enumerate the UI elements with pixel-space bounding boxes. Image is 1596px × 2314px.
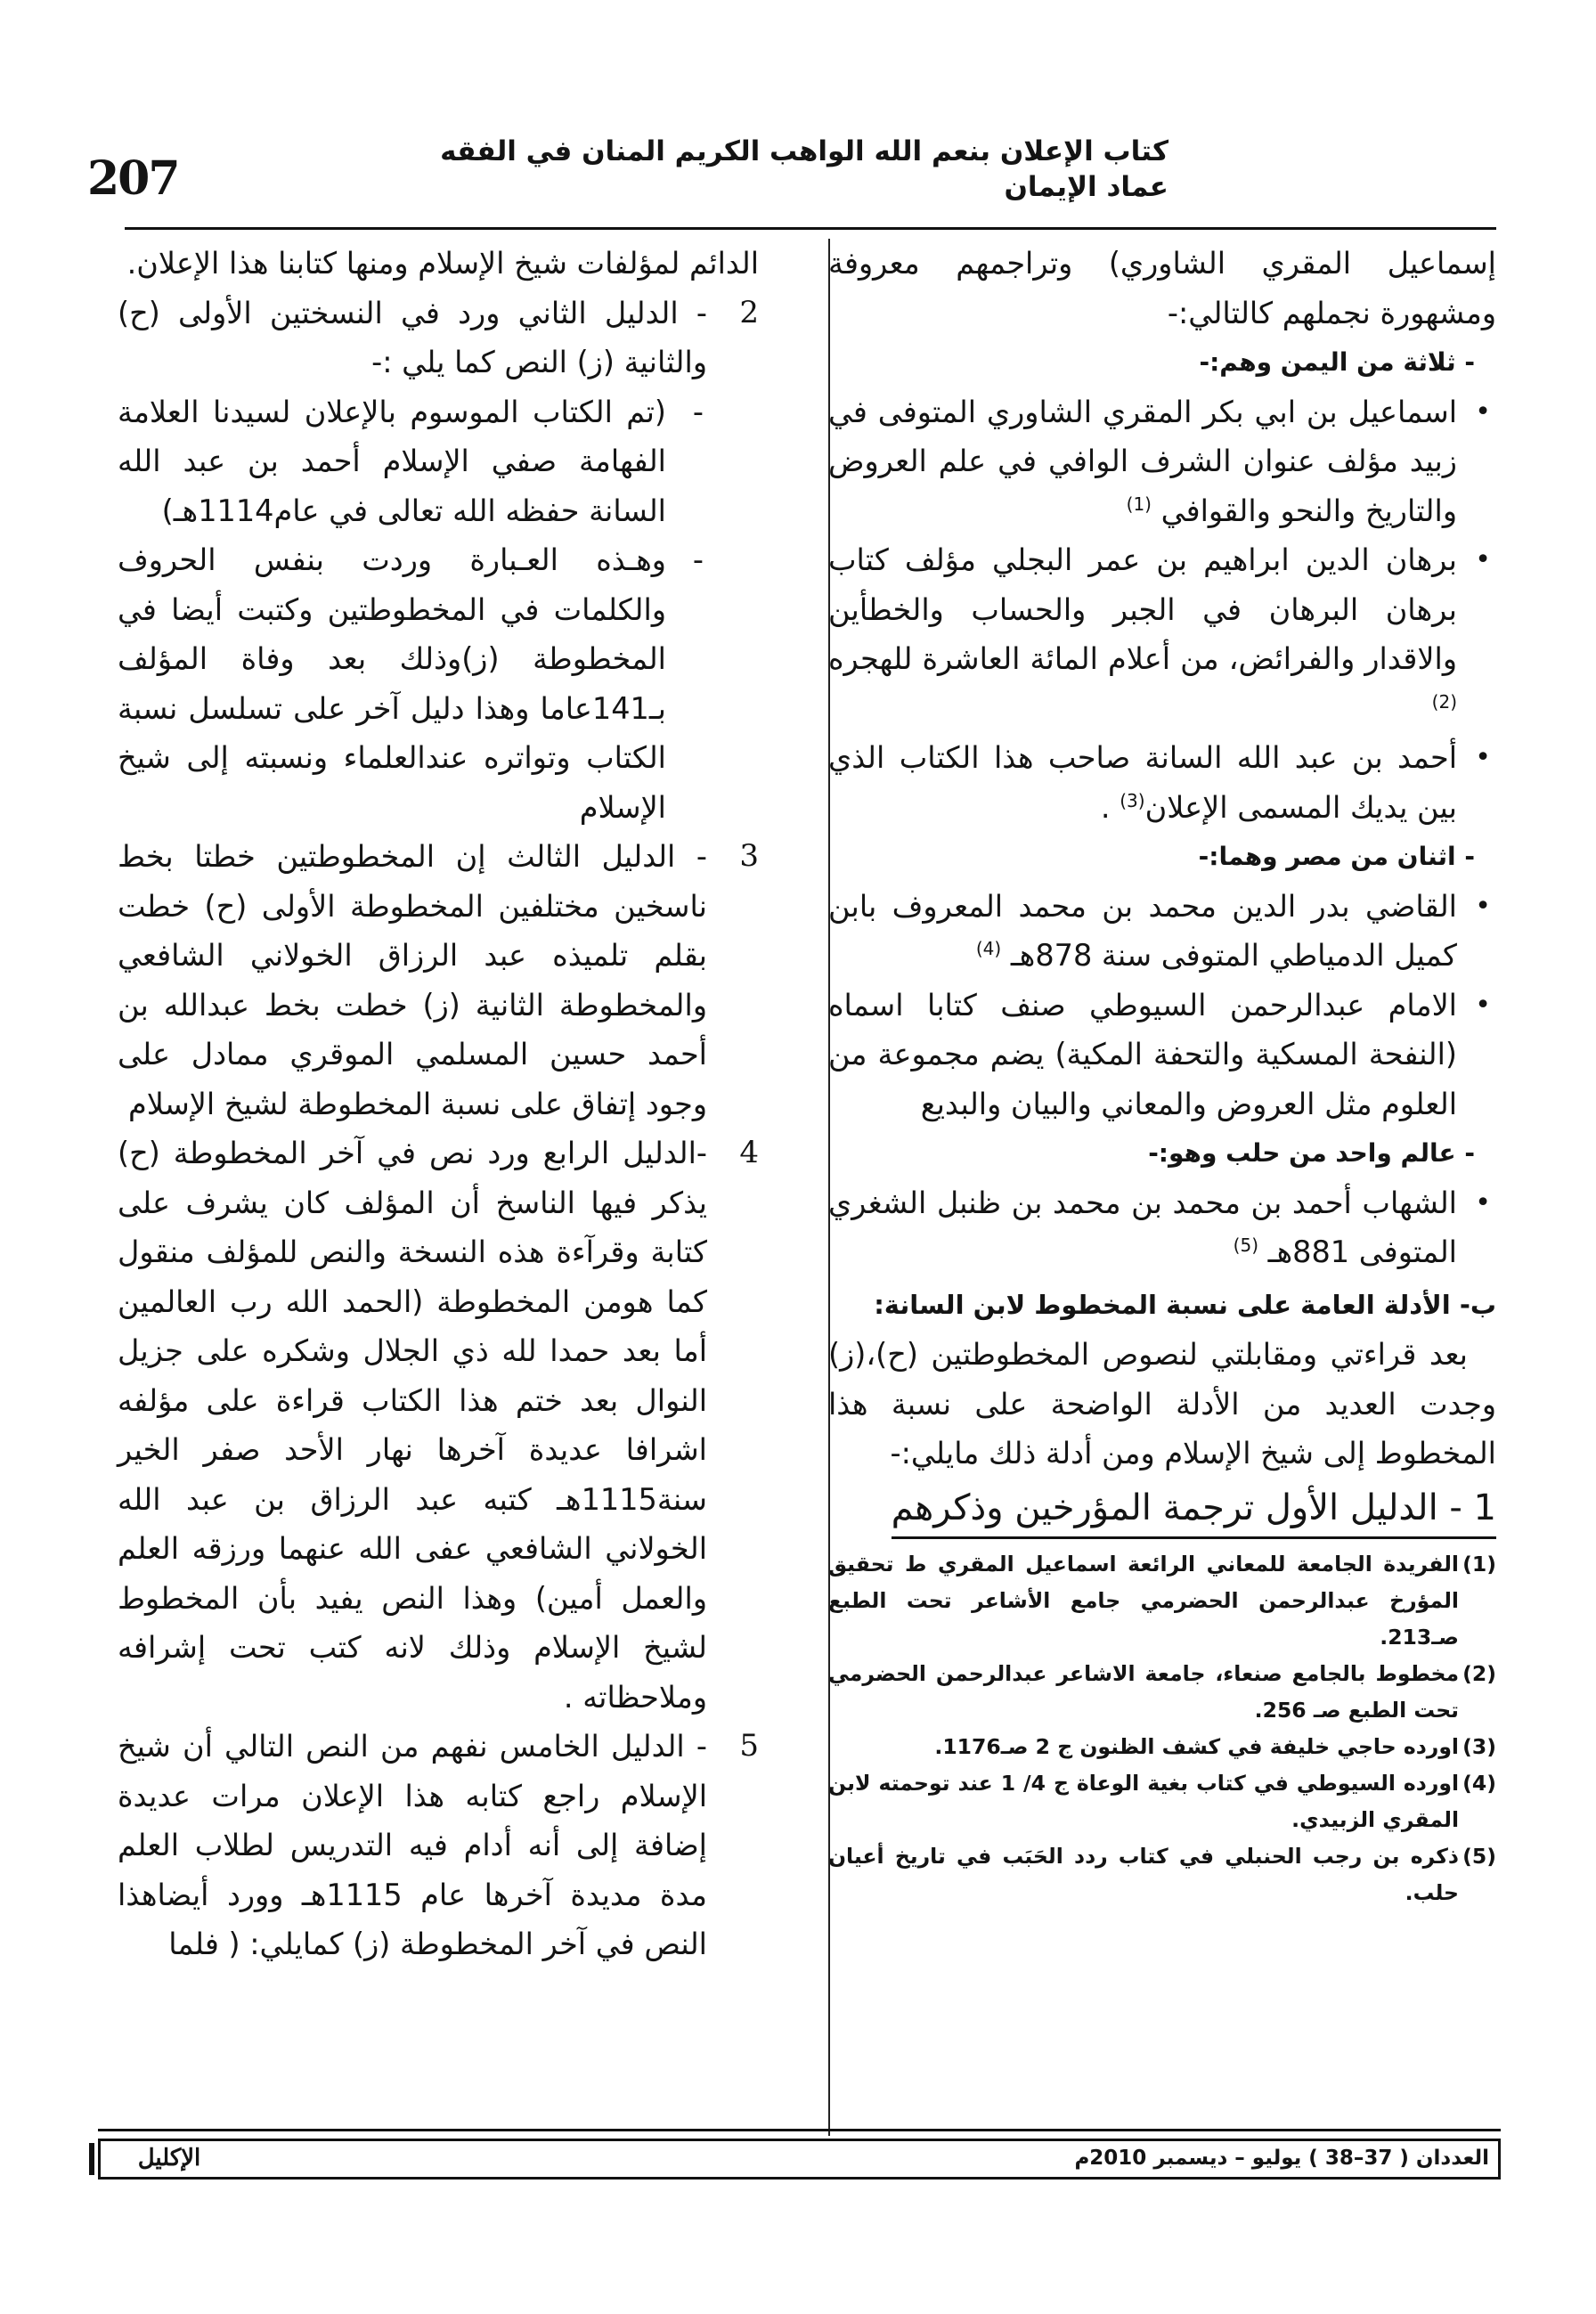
footer-rule <box>98 2129 1501 2131</box>
footnote-ref: (1) <box>1126 493 1152 515</box>
section-b-text: بعد قراءتي ومقابلتي لنصوص المخطوطتين (ح)،(ز) وجدت العديد من الأدلة الواضحة على نسبة هذا المخطوط إلى شيخ الإسلام ومن أدلة ذلك مايلي:- <box>828 1337 1496 1471</box>
item-text: برهان الدين ابراهيم بن عمر البجلي مؤلف كتاب برهان البرهان في الجبر والحساب والخطأين والاقدار والفرائض، من أعلام المائة العاشرة للهجره <box>828 542 1457 676</box>
logo-mark <box>89 2143 94 2175</box>
first-evidence-title: 1 - الدليل الأول ترجمة المؤرخين وذكرهم <box>892 1484 1496 1540</box>
evidence-number: 2 <box>739 294 759 330</box>
item-text: الامام عبدالرحمن السيوطي صنف كتابا اسماه (النفحة المسكية والتحفة المكية) يضم مجموعة من العلوم مثل العروض والمعاني والبيان والبديع <box>828 987 1457 1121</box>
footnote-text: اورده حاجي خليفة في كشف الظنون ج 2 صـ1176. <box>934 1734 1459 1759</box>
aleppo-heading: - عالم واحد من حلب وهو:- <box>1148 1138 1475 1168</box>
list-item <box>828 981 1496 1129</box>
right-intro: إسماعيل المقري الشاوري) وتراجمهم معروفة ومشهورة نجملهم كالتالي:- <box>828 246 1496 330</box>
list-item <box>828 535 1496 733</box>
footnote-text: مخطوط بالجامع صنعاء، جامعة الاشاعر عبدالرحمن الحضرمي تحت الطبع صـ 256. <box>828 1661 1459 1723</box>
list-item <box>828 882 1496 981</box>
column-divider <box>828 239 830 2136</box>
issue-info: العددان ( 37–38 ) يوليو – ديسمبر 2010م <box>1074 2147 1489 2170</box>
left-column <box>118 239 759 1969</box>
header-rule <box>125 227 1496 230</box>
evidence-item <box>118 832 759 1128</box>
footnote <box>828 1838 1496 1911</box>
footnote-text: ذكره بن رجب الحنبلي في كتاب ردد الحَبَب في تاريخ أعيان حلب. <box>828 1844 1459 1905</box>
left-intro: الدائم لمؤلفات شيخ الإسلام ومنها كتابنا هذا الإعلان. <box>126 246 759 281</box>
evidence-item <box>118 289 759 833</box>
list-item <box>828 1178 1496 1277</box>
evidence-text: - الدليل الثالث إن المخطوطتين خطتا بخط ناسخين مختلفين المخطوطة الأولى (ح) خطت بقلم تلميذه عبد الرزاق الخولاني الشافعي والمخطوطة الثانية (ز) خطت بخط عبدالله بن أحمد حسين المسلمي الموقري ممادل على وجود إتفاق على نسبة المخطوطة لشيخ الإسلام <box>118 839 707 1121</box>
evidence-text: -الدليل الرابع ورد نص في آخر المخطوطة (ح) يذكر فيها الناسخ أن المؤلف كان يشرف على كتابة وقرآءة هذه النسخة والنص للمؤلف منقول كما هومن المخطوطة (الحمد الله رب العالمين أما بعد حمدا لله ذي الجلال وشكره على جزيل النوال بعد ختم هذا الكتاب قراءة على مؤلفه اشرافا عديدة آخرها نهار الأحد صفر الخير سنة1115هـ كتبه عبد الرزاق بن عبد الله الخولاني الشافعي عفى الله عنهما ورزقه العلم والعمل أمين) وهذا النص يفيد بأن المخطوط لشيخ الإسلام وذلك لانه كتب تحت إشرافه وملاحظاته . <box>118 1136 707 1715</box>
item-tail: . <box>1100 789 1120 825</box>
quote-text: وهـذه العـبارة وردت بنفس الحروف والكلمات في المخطوطتين وكتبت أيضا في المخطوطة (ز)وذلك بعد وفاة المؤلف بـ141عاما وهذا دليل آخر على تسلسل نسبة الكتاب وتواتره عندالعلماء ونسبته إلى شيخ الإسلام <box>118 542 666 825</box>
page-number: 207 <box>87 151 179 206</box>
footnote-ref: (3) <box>1120 789 1145 811</box>
footnotes <box>828 1546 1496 1911</box>
journal-logo: الإكليل <box>137 2145 201 2171</box>
footnote-number: (4) <box>1462 1771 1496 1796</box>
list-item <box>828 387 1496 536</box>
item-text: اسماعيل بن ابي بكر المقري الشاوري المتوفى في زبيد مؤلف عنوان الشرف الوافي في علم العروض والتاريخ والنحو والقوافي <box>828 394 1457 528</box>
first-evidence-wrap <box>828 1479 1496 1540</box>
footnote <box>828 1656 1496 1729</box>
quote-text: (تم الكتاب الموسوم بالإعلان لسيدنا العلامة الفهامة صفي الإسلام أحمد بن عبد الله السانة حفظه الله تعالى في عام1114هـ) <box>118 394 666 528</box>
item-text: أحمد بن عبد الله السانة صاحب هذا الكتاب الذي بين يديك المسمى الإعلان <box>828 740 1457 825</box>
footnote <box>828 1729 1496 1765</box>
evidence-text: - الدليل الخامس نفهم من النص التالي أن شيخ الإسلام راجع كتابه هذا الإعلان مرات عديدة إضافة إلى أنه أدام فيه التدريس لطلاب العلم مدة مديدة آخرها عام 1115هـ وورد أيضاهذا النص في آخر المخطوطة (ز) كمايلي: ( فلما <box>118 1729 707 1961</box>
item-text: القاضي بدر الدين محمد بن محمد المعروف بابن كميل الدمياطي المتوفى سنة 878هـ <box>828 888 1457 973</box>
right-column <box>828 239 1496 1911</box>
footnote <box>828 1546 1496 1656</box>
evidence-number: 5 <box>739 1728 759 1764</box>
evidence-number: 3 <box>739 838 759 874</box>
footnote <box>828 1765 1496 1838</box>
footnote-ref: (5) <box>1233 1234 1259 1256</box>
footnote-number: (1) <box>1462 1552 1496 1577</box>
quote-item: - وهـذه العـبارة وردت بنفس الحروف والكلمات في المخطوطتين وكتبت أيضا في المخطوطة (ز)وذلك بعد وفاة المؤلف بـ141عاما وهذا دليل آخر على تسلسل نسبة الكتاب وتواتره عندالعلماء ونسبته إلى شيخ الإسلام <box>118 542 704 825</box>
evidence-text: - الدليل الثاني ورد في النسختين الأولى (ح) والثانية (ز) النص كما يلي :- <box>118 295 707 379</box>
footnote-number: (5) <box>1462 1844 1496 1869</box>
footnote-text: الفريدة الجامعة للمعاني الرائعة اسماعيل المقري ط تحقيق المؤرخ عبدالرحمن الحضرمي جامع الأشاعر تحت الطبع صـ213. <box>828 1552 1459 1650</box>
list-item <box>828 733 1496 832</box>
yemen-heading: - ثلاثة من اليمن وهم:- <box>1199 347 1475 377</box>
evidence-item <box>118 1128 759 1722</box>
egypt-heading: - اثنان من مصر وهما:- <box>1198 842 1475 871</box>
running-title: كتاب الإعلان بنعم الله الواهب الكريم المنان في الفقه عماد الإيمان <box>440 135 1168 204</box>
evidence-item <box>118 1722 759 1969</box>
item-text: الشهاب أحمد بن محمد بن محمد بن ظنبل الشغري المتوفى 881هـ <box>828 1185 1457 1269</box>
footnote-number: (2) <box>1462 1661 1496 1686</box>
footnote-text: اورده السيوطي في كتاب بغية الوعاة ج 4/ 1 عند توحمته لابن المقري الزبيدي. <box>828 1771 1460 1832</box>
footnote-ref: (4) <box>975 937 1002 959</box>
section-b-heading: ب- الأدلة العامة على نسبة المخطوط لابن السانة: <box>874 1289 1496 1320</box>
footnote-ref: (2) <box>1431 690 1457 713</box>
footnote-number: (3) <box>1462 1734 1496 1759</box>
evidence-number: 4 <box>739 1135 759 1170</box>
quote-item: - (تم الكتاب الموسوم بالإعلان لسيدنا العلامة الفهامة صفي الإسلام أحمد بن عبد الله السانة حفظه الله تعالى في عام1114هـ) <box>118 394 704 528</box>
